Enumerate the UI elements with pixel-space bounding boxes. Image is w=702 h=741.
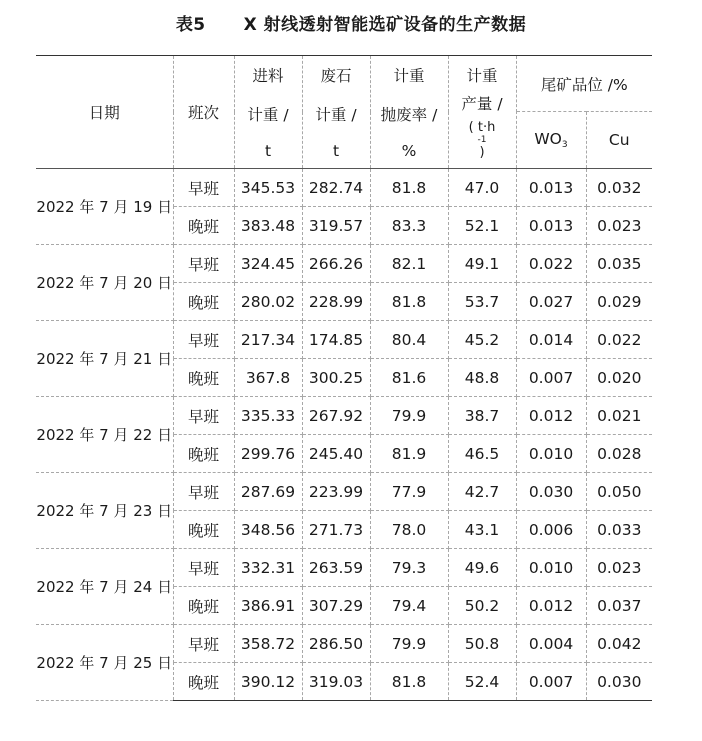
date-cell: 2022 年 7 月 21 日 bbox=[36, 321, 173, 397]
waste-weight-cell: 267.92 bbox=[302, 397, 370, 435]
shift-cell: 晚班 bbox=[173, 283, 234, 321]
shift-cell: 早班 bbox=[173, 549, 234, 587]
throughput-cell: 42.7 bbox=[448, 473, 516, 511]
wo3-grade-cell: 0.010 bbox=[516, 435, 586, 473]
table-row bbox=[36, 549, 652, 587]
throughput-cell: 47.0 bbox=[448, 169, 516, 207]
throughput-cell: 52.4 bbox=[448, 663, 516, 701]
feed-weight-cell: 299.76 bbox=[234, 435, 302, 473]
reject-rate-cell: 80.4 bbox=[370, 321, 448, 359]
feed-weight-cell: 358.72 bbox=[234, 625, 302, 663]
waste-weight-cell: 319.03 bbox=[302, 663, 370, 701]
wo3-grade-cell: 0.014 bbox=[516, 321, 586, 359]
reject-rate-cell: 79.3 bbox=[370, 549, 448, 587]
cu-grade-cell: 0.032 bbox=[586, 169, 652, 207]
wo3-grade-cell: 0.006 bbox=[516, 511, 586, 549]
date-cell: 2022 年 7 月 24 日 bbox=[36, 549, 173, 625]
date-cell: 2022 年 7 月 22 日 bbox=[36, 397, 173, 473]
waste-weight-cell: 174.85 bbox=[302, 321, 370, 359]
waste-weight-cell: 228.99 bbox=[302, 283, 370, 321]
header-wo3: WO3 bbox=[516, 112, 586, 169]
wo3-grade-cell: 0.007 bbox=[516, 663, 586, 701]
table-row bbox=[36, 321, 652, 359]
shift-cell: 晚班 bbox=[173, 663, 234, 701]
feed-weight-cell: 324.45 bbox=[234, 245, 302, 283]
wo3-grade-cell: 0.013 bbox=[516, 169, 586, 207]
reject-rate-cell: 79.9 bbox=[370, 397, 448, 435]
feed-weight-cell: 383.48 bbox=[234, 207, 302, 245]
wo3-grade-cell: 0.027 bbox=[516, 283, 586, 321]
waste-weight-cell: 266.26 bbox=[302, 245, 370, 283]
cu-grade-cell: 0.023 bbox=[586, 549, 652, 587]
throughput-cell: 45.2 bbox=[448, 321, 516, 359]
reject-rate-cell: 77.9 bbox=[370, 473, 448, 511]
header-tailings-grade: 尾矿品位 /% bbox=[516, 56, 652, 112]
throughput-cell: 43.1 bbox=[448, 511, 516, 549]
table-row bbox=[36, 397, 652, 435]
feed-weight-cell: 335.33 bbox=[234, 397, 302, 435]
header-waste-weight: 废石 计重 / t bbox=[302, 56, 370, 169]
waste-weight-cell: 300.25 bbox=[302, 359, 370, 397]
reject-rate-cell: 81.8 bbox=[370, 663, 448, 701]
cu-grade-cell: 0.029 bbox=[586, 283, 652, 321]
reject-rate-cell: 78.0 bbox=[370, 511, 448, 549]
date-cell: 2022 年 7 月 23 日 bbox=[36, 473, 173, 549]
throughput-cell: 46.5 bbox=[448, 435, 516, 473]
feed-weight-cell: 367.8 bbox=[234, 359, 302, 397]
reject-rate-cell: 79.9 bbox=[370, 625, 448, 663]
cu-grade-cell: 0.028 bbox=[586, 435, 652, 473]
shift-cell: 晚班 bbox=[173, 435, 234, 473]
cu-grade-cell: 0.022 bbox=[586, 321, 652, 359]
reject-rate-cell: 82.1 bbox=[370, 245, 448, 283]
production-data-table bbox=[36, 55, 652, 701]
wo3-grade-cell: 0.004 bbox=[516, 625, 586, 663]
wo3-grade-cell: 0.010 bbox=[516, 549, 586, 587]
reject-rate-cell: 81.8 bbox=[370, 283, 448, 321]
feed-weight-cell: 348.56 bbox=[234, 511, 302, 549]
wo3-grade-cell: 0.030 bbox=[516, 473, 586, 511]
shift-cell: 晚班 bbox=[173, 511, 234, 549]
wo3-grade-cell: 0.022 bbox=[516, 245, 586, 283]
throughput-cell: 48.8 bbox=[448, 359, 516, 397]
waste-weight-cell: 319.57 bbox=[302, 207, 370, 245]
shift-cell: 早班 bbox=[173, 321, 234, 359]
reject-rate-cell: 79.4 bbox=[370, 587, 448, 625]
table-row bbox=[36, 625, 652, 663]
shift-cell: 早班 bbox=[173, 169, 234, 207]
reject-rate-cell: 83.3 bbox=[370, 207, 448, 245]
feed-weight-cell: 345.53 bbox=[234, 169, 302, 207]
shift-cell: 晚班 bbox=[173, 587, 234, 625]
waste-weight-cell: 245.40 bbox=[302, 435, 370, 473]
reject-rate-cell: 81.9 bbox=[370, 435, 448, 473]
cu-grade-cell: 0.035 bbox=[586, 245, 652, 283]
shift-cell: 早班 bbox=[173, 473, 234, 511]
table-row bbox=[36, 245, 652, 283]
shift-cell: 早班 bbox=[173, 397, 234, 435]
table-caption: X 射线透射智能选矿设备的生产数据 bbox=[243, 15, 527, 35]
feed-weight-cell: 217.34 bbox=[234, 321, 302, 359]
throughput-cell: 38.7 bbox=[448, 397, 516, 435]
wo3-grade-cell: 0.012 bbox=[516, 587, 586, 625]
feed-weight-cell: 287.69 bbox=[234, 473, 302, 511]
header-shift: 班次 bbox=[173, 56, 234, 169]
table-title bbox=[0, 10, 702, 35]
waste-weight-cell: 263.59 bbox=[302, 549, 370, 587]
waste-weight-cell: 282.74 bbox=[302, 169, 370, 207]
throughput-cell: 52.1 bbox=[448, 207, 516, 245]
date-cell: 2022 年 7 月 20 日 bbox=[36, 245, 173, 321]
wo3-grade-cell: 0.013 bbox=[516, 207, 586, 245]
cu-grade-cell: 0.020 bbox=[586, 359, 652, 397]
shift-cell: 早班 bbox=[173, 625, 234, 663]
shift-cell: 晚班 bbox=[173, 207, 234, 245]
header-cu: Cu bbox=[586, 112, 652, 169]
reject-rate-cell: 81.6 bbox=[370, 359, 448, 397]
cu-grade-cell: 0.037 bbox=[586, 587, 652, 625]
header-throughput: 计重 产量 / ( t·h -1 ) bbox=[448, 56, 516, 169]
throughput-cell: 50.2 bbox=[448, 587, 516, 625]
feed-weight-cell: 332.31 bbox=[234, 549, 302, 587]
throughput-cell: 49.1 bbox=[448, 245, 516, 283]
reject-rate-cell: 81.8 bbox=[370, 169, 448, 207]
waste-weight-cell: 271.73 bbox=[302, 511, 370, 549]
cu-grade-cell: 0.021 bbox=[586, 397, 652, 435]
feed-weight-cell: 280.02 bbox=[234, 283, 302, 321]
waste-weight-cell: 307.29 bbox=[302, 587, 370, 625]
header-feed-weight: 进料 计重 / t bbox=[234, 56, 302, 169]
date-cell: 2022 年 7 月 19 日 bbox=[36, 169, 173, 245]
table-number: 表5 bbox=[175, 15, 206, 35]
waste-weight-cell: 286.50 bbox=[302, 625, 370, 663]
date-cell: 2022 年 7 月 25 日 bbox=[36, 625, 173, 701]
cu-grade-cell: 0.042 bbox=[586, 625, 652, 663]
table-row bbox=[36, 169, 652, 207]
wo3-grade-cell: 0.012 bbox=[516, 397, 586, 435]
cu-grade-cell: 0.030 bbox=[586, 663, 652, 701]
wo3-grade-cell: 0.007 bbox=[516, 359, 586, 397]
feed-weight-cell: 390.12 bbox=[234, 663, 302, 701]
throughput-cell: 50.8 bbox=[448, 625, 516, 663]
waste-weight-cell: 223.99 bbox=[302, 473, 370, 511]
throughput-cell: 53.7 bbox=[448, 283, 516, 321]
shift-cell: 早班 bbox=[173, 245, 234, 283]
cu-grade-cell: 0.023 bbox=[586, 207, 652, 245]
header-reject-rate: 计重 抛废率 / % bbox=[370, 56, 448, 169]
table-row bbox=[36, 473, 652, 511]
cu-grade-cell: 0.050 bbox=[586, 473, 652, 511]
header-date: 日期 bbox=[36, 56, 173, 169]
feed-weight-cell: 386.91 bbox=[234, 587, 302, 625]
cu-grade-cell: 0.033 bbox=[586, 511, 652, 549]
shift-cell: 晚班 bbox=[173, 359, 234, 397]
throughput-cell: 49.6 bbox=[448, 549, 516, 587]
